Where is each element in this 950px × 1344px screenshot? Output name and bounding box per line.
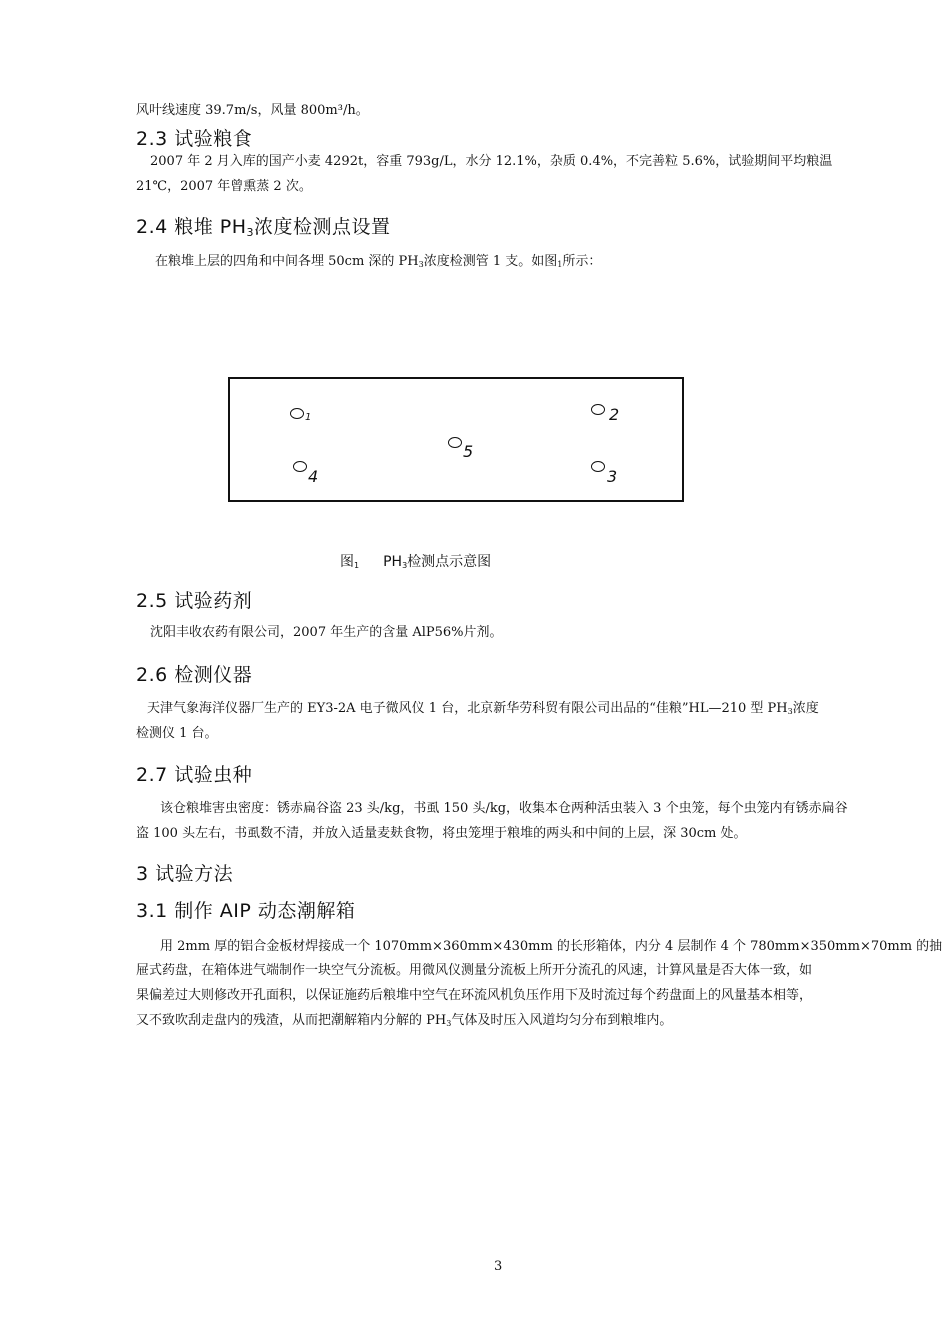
heading-2-3: 2.3 试验粮食 <box>136 128 253 150</box>
paragraph-2-3-line-2: 21℃，2007 年曾熏蒸 2 次。 <box>136 179 312 194</box>
figure-caption: 图$_1$ $PH_3$检测点示意图 <box>340 554 492 570</box>
paragraph-2-6-line-1: 天津气象海洋仪器厂生产的 EY3-2A 电子微风仪 1 台，北京新华劳科贸有限公司出品的“佳粮”HL—210 型 $PH_3$浓度 <box>147 701 819 716</box>
heading-2-6: 2.6 检测仪器 <box>136 664 253 686</box>
heading-3-1: 3.1 制作 AIP 动态潮解箱 <box>136 900 356 922</box>
point-label-4: 4 <box>308 467 319 486</box>
paragraph-3-1-line-3: 果偏差过大则修改开孔面积，以保证施药后粮堆中空气在环流风机负压作用下及时流过每个药盘面上的风量基本相等， <box>136 988 813 1003</box>
point-marker-5 <box>448 437 462 448</box>
intro-line: 风叶线速度 39.7m/s，风量 800m³/h。 <box>136 103 369 118</box>
point-marker-4 <box>293 461 307 472</box>
point-marker-2 <box>591 404 605 415</box>
paragraph-2-4: 在粮堆上层的四角和中间各埋 50cm 深的 $PH_3$浓度检测管 1 支。如图$_1$所示： <box>155 254 602 269</box>
point-label-1: 1 <box>305 412 312 423</box>
heading-2-4: 2.4 粮堆 $PH_3$浓度检测点设置 <box>136 216 391 239</box>
point-label-3: 3 <box>607 467 618 486</box>
point-marker-3 <box>591 461 605 472</box>
heading-3: 3 试验方法 <box>136 863 234 885</box>
paragraph-3-1-line-2: 屉式药盘，在箱体进气端制作一块空气分流板。用微风仪测量分流板上所开分流孔的风速，计算风量是否大体一致，如 <box>136 963 813 978</box>
paragraph-2-3-line-1: 2007 年 2 月入库的国产小麦 4292t，容重 793g/L，水分 12.1%，杂质 0.4%，不完善粒 5.6%，试验期间平均粮温 <box>150 154 833 169</box>
heading-2-7: 2.7 试验虫种 <box>136 764 253 786</box>
paragraph-2-6-line-2: 检测仪 1 台。 <box>136 726 218 741</box>
heading-2-5: 2.5 试验药剂 <box>136 590 253 612</box>
sampling-points-diagram <box>228 377 684 502</box>
paragraph-2-7-line-2: 盗 100 头左右，书虱数不清，并放入适量麦麸食物，将虫笼埋于粮堆的两头和中间的上层，深 30cm 处。 <box>136 826 747 841</box>
paragraph-2-5: 沈阳丰收农药有限公司，2007 年生产的含量 AlP56%片剂。 <box>150 625 503 640</box>
point-marker-1 <box>290 408 304 419</box>
point-label-5: 5 <box>463 442 474 461</box>
page-number: 3 <box>494 1259 503 1274</box>
paragraph-2-7-line-1: 该仓粮堆害虫密度：锈赤扁谷盗 23 头/kg，书虱 150 头/kg，收集本仓两种活虫装入 3 个虫笼，每个虫笼内有锈赤扁谷 <box>160 801 848 816</box>
paragraph-3-1-line-4: 又不致吹刮走盘内的残渣，从而把潮解箱内分解的 $PH_3$气体及时压入风道均匀分布到粮堆内。 <box>136 1013 673 1028</box>
point-label-2: 2 <box>609 405 620 424</box>
paragraph-3-1-line-1: 用 2mm 厚的铝合金板材焊接成一个 1070mm×360mm×430mm 的长形箱体，内分 4 层制作 4 个 780mm×350mm×70mm 的抽 <box>160 939 943 954</box>
